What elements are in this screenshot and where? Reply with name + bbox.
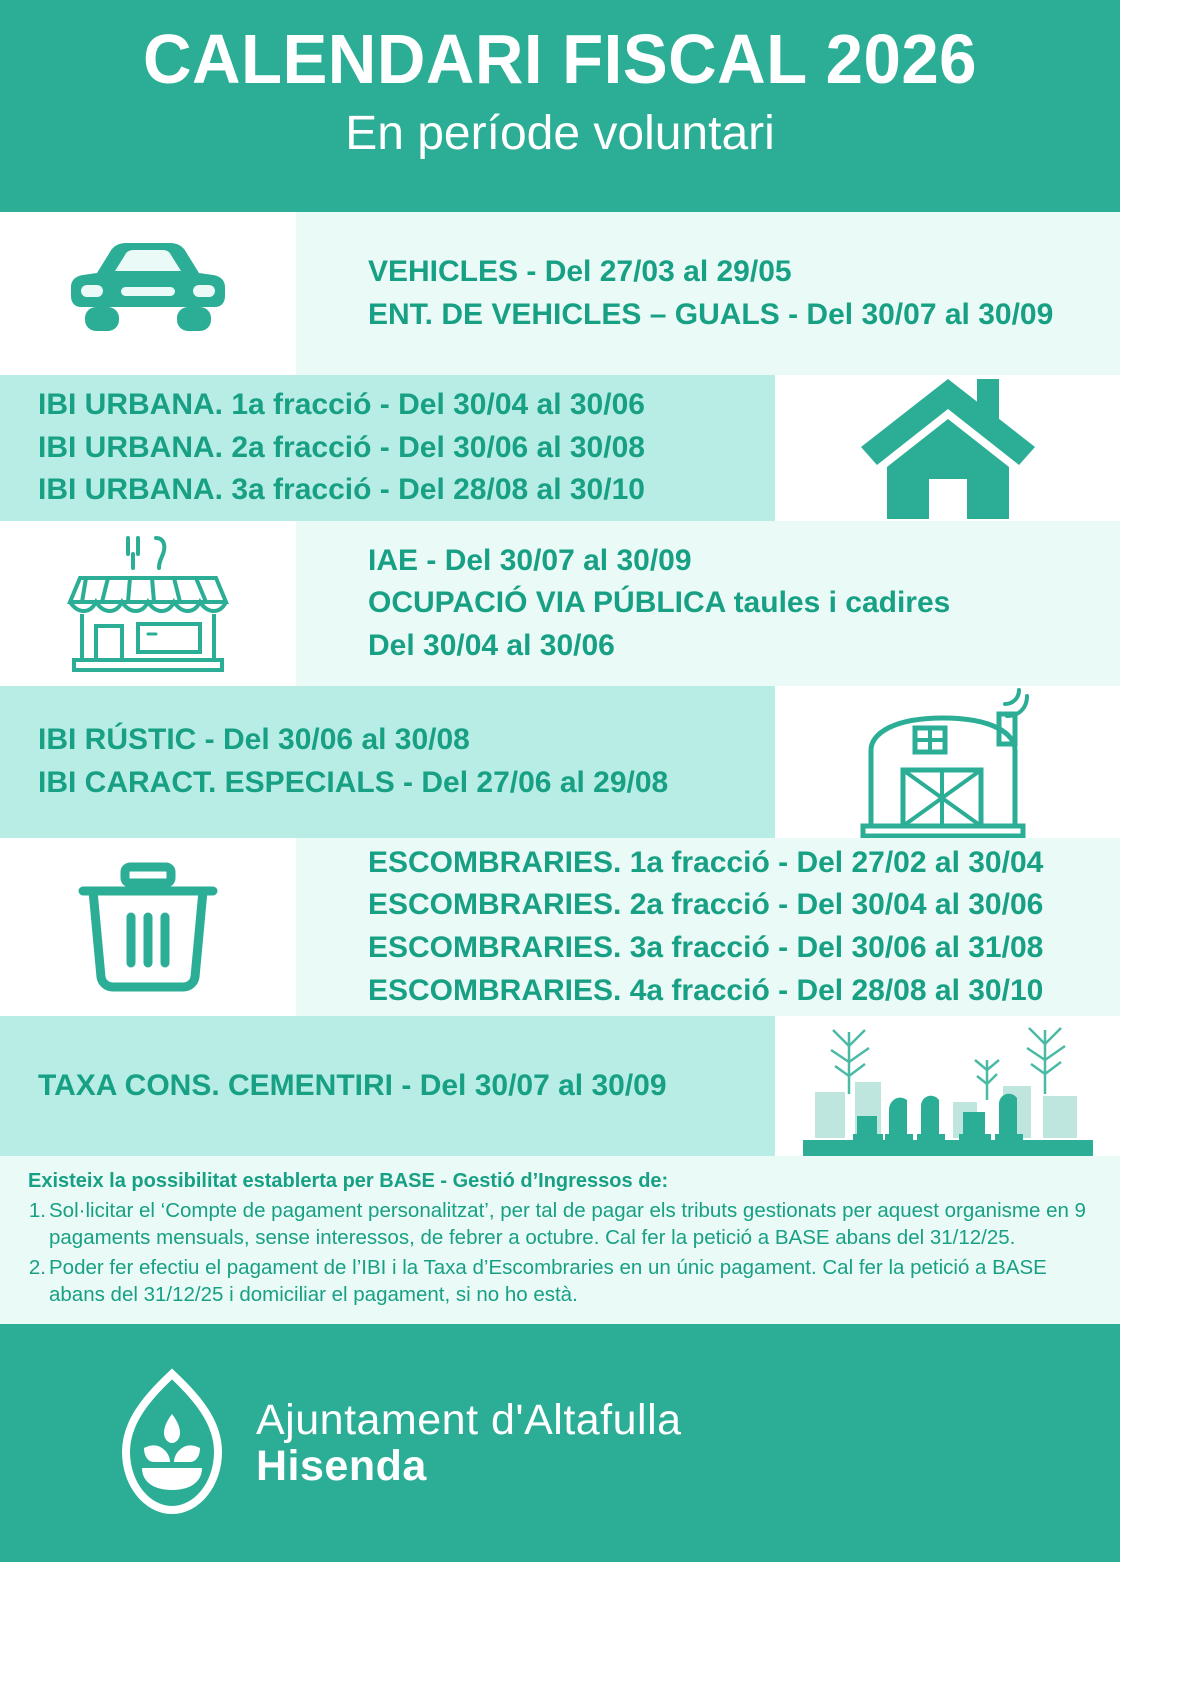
list-item: TAXA CONS. CEMENTIRI - Del 30/07 al 30/09 [38,1068,667,1102]
escombraries-text-cell [296,838,1120,1016]
list-item: IBI URBANA. 2a fracció - Del 30/06 al 30/08 [38,430,645,464]
list-item: OCUPACIÓ VIA PÚBLICA taules i cadires [368,586,951,620]
ibi-rustic-text-cell [0,686,775,838]
footnote-number: 2. [28,1255,46,1279]
vehicles-text-cell [296,212,1120,375]
shop-icon-cell [0,521,296,686]
list-item: IBI CARACT. ESPECIALS - Del 27/06 al 29/08 [38,766,669,799]
list-item: IBI URBANA. 3a fracció - Del 28/08 al 30/10 [38,473,645,507]
page-title: CALENDARI FISCAL 2026 [142,20,978,98]
list-item: ESCOMBRARIES. 1a fracció - Del 27/02 al 30/04 [368,845,1044,879]
shop-icon [60,534,236,674]
footnote-text: Poder fer efectiu el pagament de l’IBI i la Taxa d’Escombraries en un únic pagament. Cal fer la petició a BASE abans del 31/12/25 i domiciliar el pagament, si no ho està. [49,1255,1047,1306]
house-icon-cell [775,375,1120,521]
list-item: IBI RÚSTIC - Del 30/06 al 30/08 [38,723,470,757]
row-iae [0,521,1120,686]
ibi-urbana-text-cell [0,375,775,521]
footnote-text: Sol·licitar el ‘Compte de pagament personalitzat’, per tal de pagar els tributs gestionats per aquest organisme en 9 pagaments mensuals, sense interessos, de febrer a octubre. Cal fer la petició a BASE abans del 31/12/25. [49,1199,1086,1250]
list-item: ESCOMBRARIES. 4a fracció - Del 28/08 al 30/10 [368,973,1044,1007]
barn-icon [855,684,1041,840]
trash-icon-cell [0,838,296,1016]
poster-footer [0,1324,1120,1562]
page-subtitle: En període voluntari [345,106,775,160]
iae-text-cell [296,521,1120,686]
list-item: Del 30/04 al 30/06 [368,628,615,662]
list-item: ENT. DE VEHICLES – GUALS - Del 30/07 al 30/09 [368,297,1054,331]
row-cementiri [0,1016,1120,1156]
footnote-item [22,1197,1100,1252]
row-escombraries [0,838,1120,1016]
footer-text-block [256,1397,682,1490]
house-icon [859,373,1037,523]
row-ibi-urbana [0,375,1120,521]
poster-header [0,0,1120,212]
cementiri-text-cell [0,1016,775,1156]
barn-icon-cell [775,686,1120,838]
trash-icon [73,861,223,993]
row-ibi-rustic [0,686,1120,838]
footnotes-heading: Existeix la possibilitat establerta per BASE - Gestió d’Ingressos de: [28,1170,669,1192]
car-icon [63,235,233,353]
altafulla-crest-icon [118,1368,226,1518]
footnote-number: 1. [28,1199,46,1222]
footnotes-section [0,1156,1120,1324]
footer-department: Hisenda [256,1442,427,1490]
list-item: IAE - Del 30/07 al 30/09 [368,543,692,577]
list-item: ESCOMBRARIES. 3a fracció - Del 30/06 al 31/08 [368,931,1044,964]
cemetery-icon [803,1016,1093,1156]
list-item: VEHICLES - Del 27/03 al 29/05 [368,254,792,288]
footer-org-name: Ajuntament d'Altafulla [256,1395,682,1444]
list-item: ESCOMBRARIES. 2a fracció - Del 30/04 al 30/06 [368,888,1044,922]
list-item: IBI URBANA. 1a fracció - Del 30/04 al 30/06 [38,388,645,422]
cemetery-icon-cell [775,1016,1120,1156]
row-vehicles [0,212,1120,375]
footnote-item [22,1254,1100,1309]
car-icon-cell [0,212,296,375]
